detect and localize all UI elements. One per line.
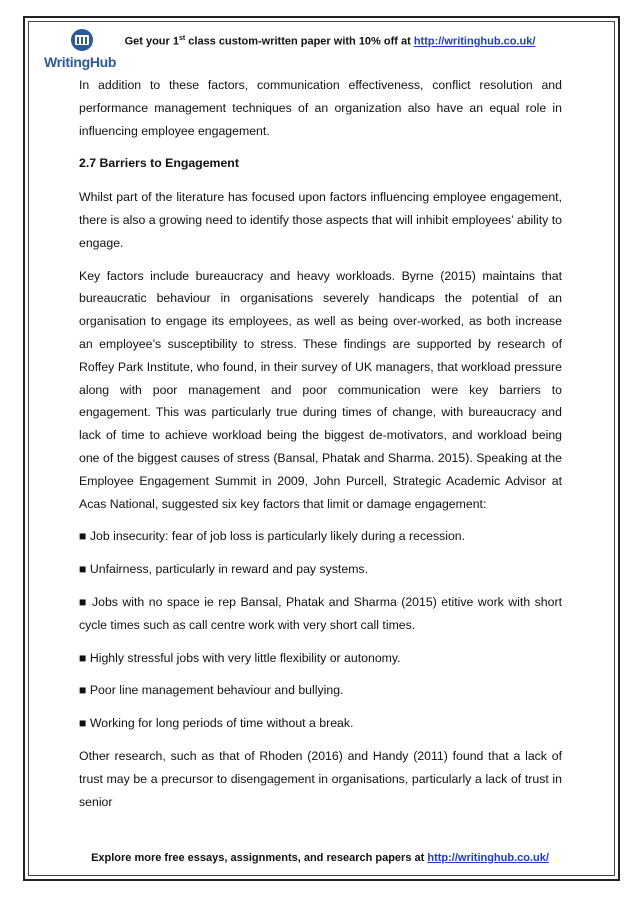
paragraph-1: In addition to these factors, communication effectiveness, conflict resolution and performance management techniques of an organization also have an equal role in influencing employee engagement. — [79, 78, 562, 138]
bullet-item: ■ Job insecurity: fear of job loss is particularly likely during a recession. — [79, 529, 466, 544]
footer-link[interactable]: http://writinghub.co.uk/ — [427, 852, 549, 864]
bullet-item: ■ Highly stressful jobs with very little flexibility or autonomy. — [79, 650, 401, 665]
header-link[interactable]: http://writinghub.co.uk/ — [413, 35, 536, 48]
paragraph-3: Key factors include bureaucracy and heavy workloads. Byrne (2015) maintains that bureaucratic behaviour in organisations severely handicaps the potential of an organisation to engage its employees, as well as being over-worked, as both increase an employee’s susceptibility to stress. These findings are supported by research of Roffey Park Institute, who found, in their survey of UK managers, that workload pressure along with poor management and poor communication were key barriers to engagement. This was particularly true during times of change, with bureaucracy and lack of time to achieve workload being the biggest de-motivators, and workload being one of the biggest causes of stress (Bansal, Phatak and Sharma. 2015). Speaking at the Employee Engagement Summit in 2009, John Purcell, Strategic Academic Advisor at Acas National, suggested six key factors that limit or damage engagement: — [79, 268, 562, 511]
logo-text: WritingHub — [44, 54, 117, 70]
bullet-item: ■ Poor line management behaviour and bullying. — [79, 683, 344, 698]
header-sup: st — [178, 35, 186, 42]
header-text: Get your 1 — [124, 35, 179, 48]
footer-banner — [70, 852, 570, 864]
footer-text: Explore more free essays, assignments, and research papers at — [91, 852, 428, 864]
bullet-item: ■ Working for long periods of time without a break. — [79, 716, 354, 731]
bullet-item: ■ Jobs with no space ie rep Bansal, Phatak and Sharma (2015) etitive work with short cycle times such as call centre work with very short call times. — [79, 594, 562, 632]
bullet-item: ■ Unfairness, particularly in reward and pay systems. — [79, 562, 369, 577]
header-banner — [80, 35, 580, 48]
section-heading: 2.7 Barriers to Engagement — [79, 156, 239, 171]
header-text-2: class custom-written paper with 10% off at — [185, 35, 414, 48]
writinghub-logo[interactable] — [34, 26, 124, 74]
paragraph-4: Other research, such as that of Rhoden (2016) and Handy (2011) found that a lack of trust may be a precursor to disengagement in organisations, particularly a lack of trust in senior — [79, 748, 562, 809]
paragraph-2: Whilst part of the literature has focused upon factors influencing employee engagement, there is also a growing need to identify those aspects that will inhibit employees’ ability to engage. — [79, 190, 562, 250]
body-content — [79, 74, 562, 823]
